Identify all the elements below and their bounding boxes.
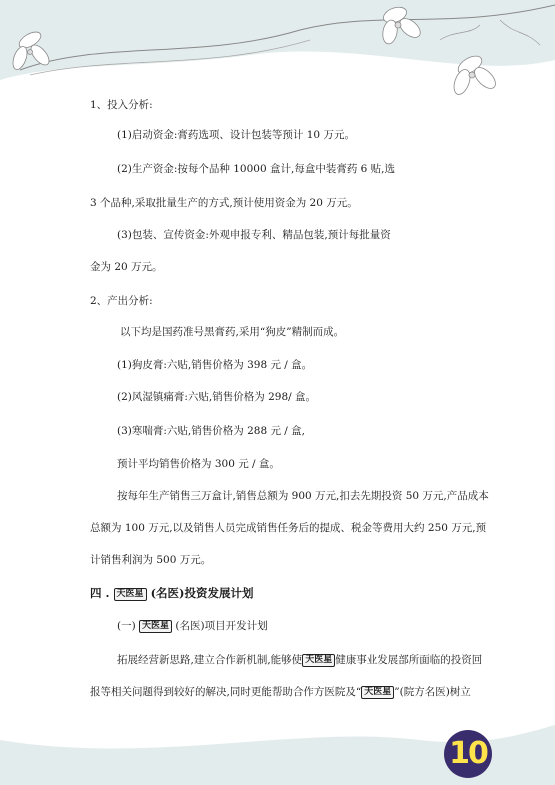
text-segment: 健康事业发展部所面临的投资回 xyxy=(335,654,483,666)
brand-logo: 天医星 xyxy=(139,620,172,633)
text-line: (3)包装、宣传资金:外观申报专利、精品包装,预计每批量资 xyxy=(117,229,391,241)
text-line: (2)风湿镇痛膏:六贴,销售价格为 298/ 盒。 xyxy=(117,391,317,403)
heading-prefix: 四 . xyxy=(90,586,110,600)
floral-header-decoration xyxy=(0,0,555,100)
heading-prefix: (一) xyxy=(117,620,136,632)
chapter-heading xyxy=(90,586,253,601)
text-segment: ”(院方名医)树立 xyxy=(394,686,471,698)
text-line: 预计平均销售价格为 300 元 / 盒。 xyxy=(117,458,280,470)
text-line xyxy=(90,685,471,699)
heading-suffix: (名医)投资发展计划 xyxy=(150,586,254,600)
text-line: 金为 20 万元。 xyxy=(90,261,163,273)
text-line: 按每年生产销售三万盒计,销售总额为 900 万元,扣去先期投资 50 万元,产品成本 xyxy=(117,490,489,502)
text-line: 总额为 100 万元,以及销售人员完成销售任务后的提成、税金等费用大约 250 万元,预 xyxy=(90,522,487,534)
brand-logo: 天医星 xyxy=(114,588,147,601)
section-heading-output: 2、产出分析: xyxy=(90,295,153,307)
text-line: (3)寒喘膏:六贴,销售价格为 288 元 / 盒, xyxy=(117,425,306,437)
section-heading-input: 1、投入分析: xyxy=(90,99,153,111)
text-line xyxy=(117,653,482,667)
text-segment: 报等相关问题得到较好的解决,同时更能帮助合作方医院及“ xyxy=(90,686,362,698)
text-line: 计销售利润为 500 万元。 xyxy=(90,554,212,566)
text-line: (2)生产资金:按每个品种 10000 盒计,每盒中装膏药 6 贴,选 xyxy=(117,163,396,175)
page-number-badge: 10 xyxy=(444,730,492,778)
sub-heading xyxy=(117,619,268,633)
text-line: (1)狗皮膏:六贴,销售价格为 398 元 / 盒。 xyxy=(117,359,313,371)
brand-logo: 天医星 xyxy=(302,654,335,667)
heading-suffix: (名医)项目开发计划 xyxy=(175,620,268,632)
text-line: 3 个品种,采取批量生产的方式,预计使用资金为 20 万元。 xyxy=(90,197,358,209)
text-line: (1)启动资金:膏药选项、设计包装等预计 10 万元。 xyxy=(117,129,355,141)
text-segment: 拓展经营新思路,建立合作新机制,能够使 xyxy=(117,654,303,666)
brand-logo: 天医星 xyxy=(361,686,394,699)
text-line: 以下均是国药准号黑膏药,采用“狗皮”精制而成。 xyxy=(120,326,345,338)
